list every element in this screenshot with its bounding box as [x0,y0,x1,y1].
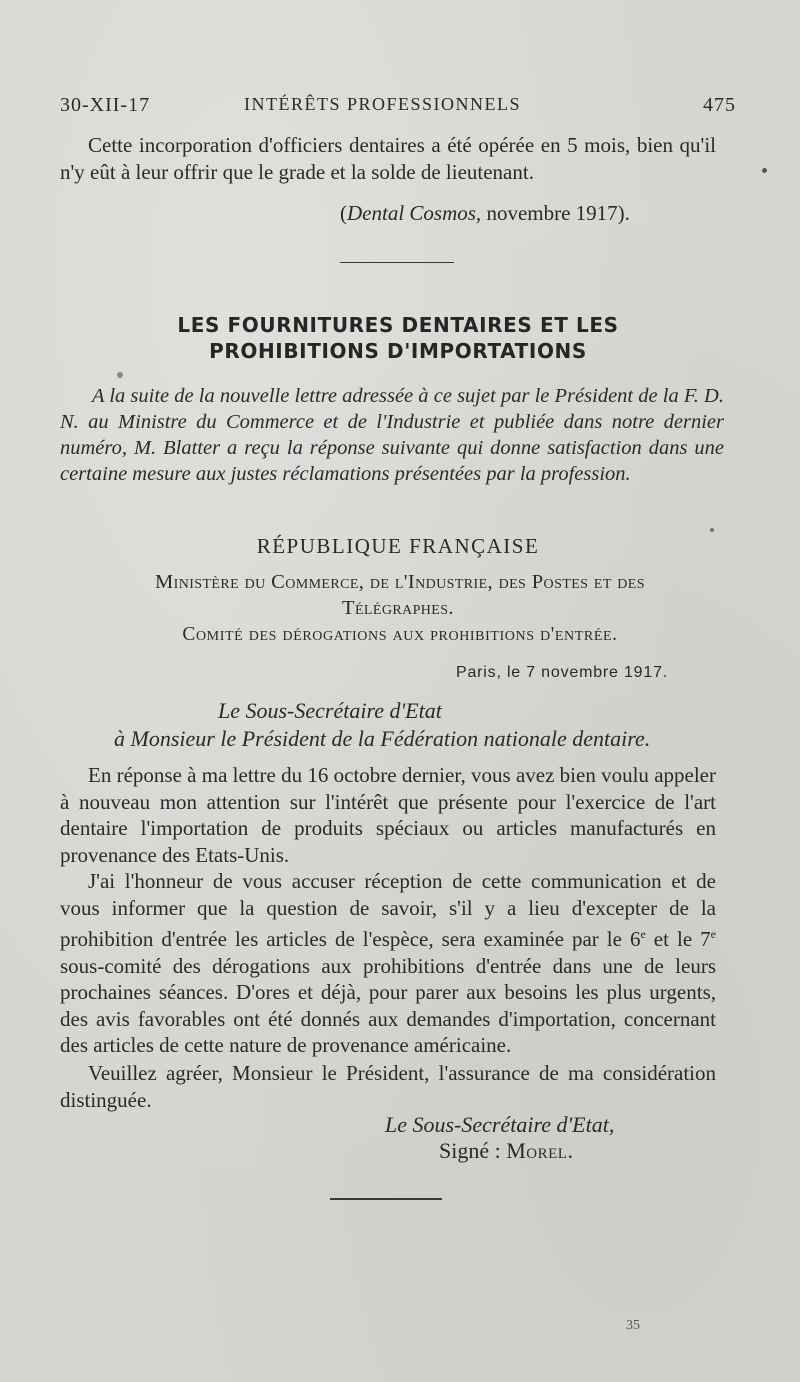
ordinal-suffix-6: e [640,927,646,941]
letter-paragraph-2-part-b: et le 7 [645,927,711,951]
source-date: novembre 1917). [481,201,630,225]
letter-paragraph-1: En réponse à ma lettre du 16 octobre dernier, vous avez bien voulu appeler à nouveau mon attention sur l'intérêt que présente pour l'exercice de l'art dentaire l'importation de produits spéciaux ou articles manufacturés en provenance des Etats-Unis. [60,763,716,867]
article-title [60,312,736,364]
letter-paragraph-2-part-c: sous-comité des dérogations aux prohibitions d'entrée dans une de leurs prochaines séances. D'ores et déjà, pour parer aux besoins les plus urgents, des avis favorables ont été donnés aux demandes d'importation, concernant des articles de cette nature de provenance américaine. [60,953,716,1057]
header-section-title: INTÉRÊTS PROFESSIONNELS [244,94,522,114]
signature-mark: 35 [626,1318,640,1333]
paper-speck [762,168,767,173]
source-journal: Dental Cosmos, [347,201,482,225]
letter-recipient: à Monsieur le Président de la Fédération nationale dentaire. [114,726,651,751]
letter-sender: Le Sous-Secrétaire d'Etat [218,698,442,723]
section-divider [340,262,454,263]
signature-title: Le Sous-Secrétaire d'Etat, [385,1112,615,1137]
letter-republic: RÉPUBLIQUE FRANÇAISE [256,534,540,558]
article-intro: A la suite de la nouvelle lettre adressée à ce sujet par le Président de la F. D. N. au Ministre du Commerce et de l'Industrie et publiée dans notre dernier numéro, M. Blatter a reçu la réponse suivante qui donne satisfaction dans une certaine mesure aux justes réclamations présentées par la profession. [60,385,724,485]
previous-article-paragraph: Cette incorporation d'officiers dentaires a été opérée en 5 mois, bien qu'il n'y eût à leur offrir que le grade et la solde de lieutenant. [60,133,716,184]
article-title-line-1: LES FOURNITURES DENTAIRES ET LES [177,313,619,337]
letter-committee: Comité des dérogations aux prohibitions d'entrée. [182,624,618,645]
ordinal-suffix-7: e [710,927,716,941]
signature-name: Morel. [506,1138,574,1163]
article-title-line-2: PROHIBITIONS D'IMPORTATIONS [209,339,587,363]
previous-article-source: (Dental Cosmos, novembre 1917). [340,201,630,225]
signature-line [439,1138,573,1164]
paper-speck [710,528,714,532]
paper-speck [117,372,123,378]
letter-paragraph-2 [60,868,716,1059]
end-divider [330,1198,442,1200]
letter-ministry-line-2: Télégraphes. [342,597,454,619]
letter-ministry-line-1: Ministère du Commerce, de l'Industrie, des Postes et des [155,571,645,593]
letter-paragraph-3: Veuillez agréer, Monsieur le Président, l'assurance de ma considération distinguée. [60,1061,716,1112]
letter-date: Paris, le 7 novembre 1917. [456,664,669,681]
signature-label: Signé : [439,1138,507,1163]
header-date: 30-XII-17 [60,94,151,116]
running-header [60,94,736,120]
letter-paragraph-2-part-a: J'ai l'honneur de vous accuser réception de cette communication et de vous informer que la question de savoir, s'il y a lieu d'excepter de la prohibition d'entrée les articles de l'espèce, sera examinée par le 6 [60,869,716,951]
page-number: 475 [703,94,736,116]
